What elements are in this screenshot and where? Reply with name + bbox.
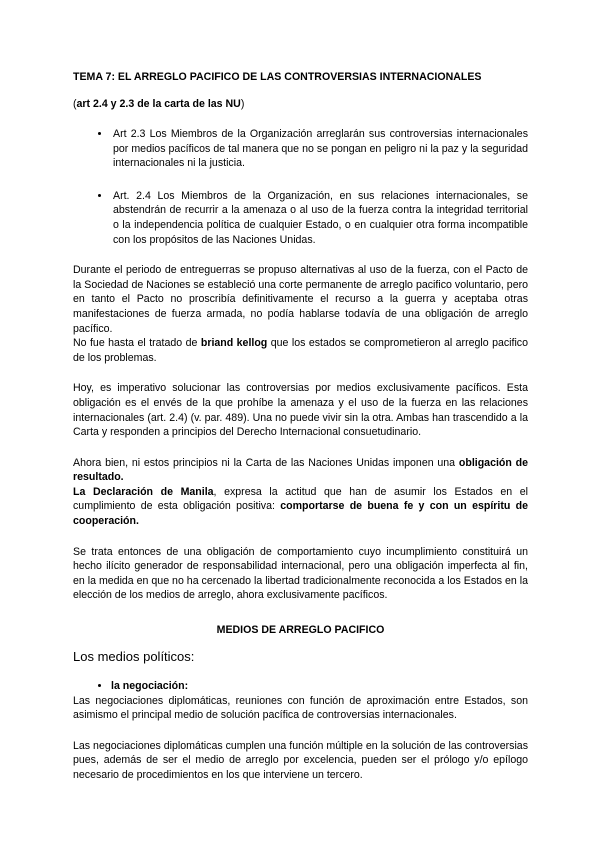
p5-bold1: La Declaración de Manila bbox=[73, 485, 214, 498]
paragraph-entreguerras: Durante el periodo de entreguerras se propuso alternativas al uso de la fuerza, con el Pacto de la Sociedad de Naciones se estableció una corte permanente de arreglo pacifico voluntario, pero en tanto el Pacto no proscribía definitivamente el recurso a la guerra y aceptaba otras manifestaciones de fuerza armada, no podía hablarse todavía de una obligación de arreglo pacífico. bbox=[73, 264, 528, 335]
reference-close: ) bbox=[240, 98, 245, 110]
reference-text: art 2.4 y 2.3 de la carta de las NU bbox=[76, 98, 241, 110]
p5-middle: , expresa la actitud que han de asumir los Estados en el cumplimiento de esta obligación positiva: bbox=[73, 485, 528, 513]
articles-list bbox=[73, 127, 528, 247]
article-2-4: • Art. 2.4 Los Miembros de la Organización, en sus relaciones internacionales, se abstendrán de recurrir a la amenaza o al uso de la fuerza contra la integridad territorial o la independencia política de cualquier Estado, o en cualquier otra forma incompatible con los propósitos de las Naciones Unidas. bbox=[111, 189, 528, 247]
p2-after: que los estados se comprometieron al arreglo pacifico de los problemas. bbox=[73, 337, 528, 364]
item-list bbox=[73, 679, 528, 694]
paragraph-manila bbox=[73, 485, 528, 529]
paragraph-hoy: Hoy, es imperativo solucionar las controversias por medios exclusivamente pacíficos. Esta obligación es el envés de la que prohíbe la amenaza y el uso de la fuerza en las relaciones internacionales (art. 2.4) (v. par. 489). Una no puede vivir sin la otra. Ambas han trascendido a la Carta y responden a principios del Derecho Internacional consuetudinario. bbox=[73, 382, 528, 439]
item-negociacion: • la negociación: bbox=[111, 679, 528, 694]
paragraph-ahora-bien bbox=[73, 456, 528, 485]
p5-bold2: comportarse de buena fe y con un espíritu de cooperación. bbox=[73, 500, 528, 528]
reference-open: ( bbox=[73, 98, 77, 110]
subheading: Los medios políticos: bbox=[73, 649, 195, 665]
paragraph-funcion-multiple: Las negociaciones diplomáticas cumplen una función múltiple en la solución de las controversias pues, además de ser el medio de arreglo por excelencia, pueden ser el prólogo y/o epílogo necesario de procedimientos en los que interviene un tercero. bbox=[73, 739, 528, 781]
p4-bold: obligación de resultado. bbox=[73, 456, 529, 484]
section-title: MEDIOS DE ARREGLO PACIFICO bbox=[216, 624, 385, 637]
p4-before: Ahora bien, ni estos principios ni la Carta de las Naciones Unidas imponen una bbox=[73, 456, 459, 469]
page-title: TEMA 7: EL ARREGLO PACIFICO DE LAS CONTROVERSIAS INTERNACIONALES bbox=[73, 71, 482, 83]
article-reference bbox=[73, 97, 528, 111]
paragraph-negociaciones: Las negociaciones diplomáticas, reuniones con función de aproximación entre Estados, son asimismo el principal medio de solución pacífica de controversias internacionales. bbox=[73, 694, 528, 722]
paragraph-obligacion: Se trata entonces de una obligación de comportamiento cuyo incumplimiento constituirá un hecho ilícito generador de responsabilidad internacional, pero una obligación imperfecta al fin, en la medida en que no ha cercenado la libertad tradicionalmente reconocida a los Estados en la elección de los medios de arreglo, ahora exclusivamente pacíficos. bbox=[73, 545, 528, 602]
paragraph-briand-kellog bbox=[73, 336, 528, 365]
p2-before: No fue hasta el tratado de bbox=[73, 337, 201, 350]
p2-bold: briand kellog bbox=[200, 337, 268, 350]
article-2-3: • Art 2.3 Los Miembros de la Organización arreglarán sus controversias internacionales por medios pacíficos de tal manera que no se pongan en peligro ni la paz y la seguridad internacionales ni la justicia. bbox=[111, 127, 528, 171]
